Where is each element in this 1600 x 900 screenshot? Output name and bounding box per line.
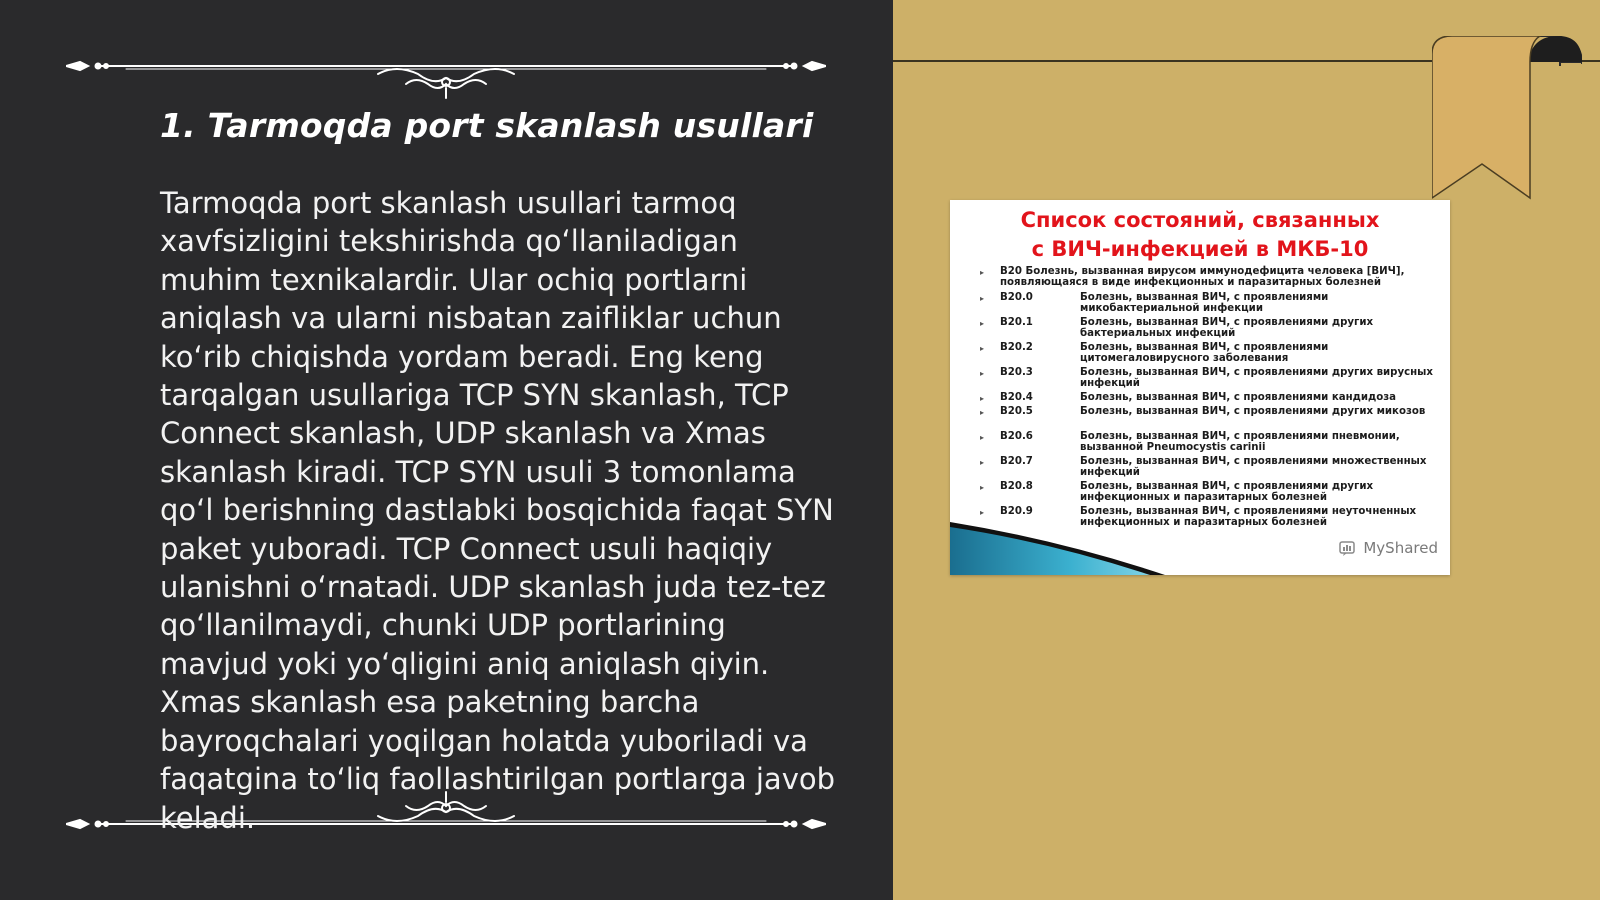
- icd-code: B20.6: [1000, 431, 1033, 442]
- scroll-divider-icon: [66, 40, 826, 100]
- bullet-icon: ▸: [980, 483, 985, 492]
- slide-body-text: Tarmoqda port skanlash usullari tarmoq xavfsizligini tekshirishda qo‘llaniladigan muhim texnikalardir. Ular ochiq portlarni aniqlash va ularni nisbatan zaifliklar uchun ko‘rib chiqishda yordam beradi. Eng keng tarqalgan usullariga TCP SYN skanlash, TCP Connect skanlash, UDP skanlash va Xmas skanlash kiradi. TCP SYN usuli 3 tomonlama qo‘l berishning dastlabki bosqichida faqat SYN paket yuboradi. TCP Connect usuli haqiqiy ulanishni o‘rnatadi. UDP skanlash juda tez-tez qo‘llanilmaydi, chunki UDP portlarining mavjud yoki yo‘qligini aniq aniqlash qiyin. Xmas skanlash esa paketning barcha bayroqchalari yoqilgan holatda yuboriladi va faqatgina to‘liq faollashtirilgan portlarga javob keladi.: [160, 186, 836, 835]
- bullet-icon: ▸: [980, 394, 985, 403]
- image-title: [950, 206, 1450, 264]
- bullet-icon: ▸: [980, 268, 985, 277]
- bullet-icon: ▸: [980, 433, 985, 442]
- list-item: [980, 292, 1440, 317]
- icd-code: B20.0: [1000, 292, 1033, 303]
- icd-description: Болезнь, вызванная ВИЧ, с проявлениями других микозов: [1080, 406, 1426, 417]
- list-item-header: [980, 266, 1440, 288]
- bullet-icon: ▸: [980, 344, 985, 353]
- list-item: [980, 456, 1440, 481]
- icd-code-list: [980, 266, 1440, 531]
- list-item: [980, 317, 1440, 342]
- icd-description: Болезнь, вызванная ВИЧ, с проявлениями микобактериальной инфекции: [1080, 292, 1329, 314]
- list-item: [980, 342, 1440, 367]
- list-item: [980, 392, 1440, 406]
- icd-code: B20.5: [1000, 406, 1033, 417]
- watermark-text: MyShared: [1363, 539, 1438, 557]
- list-item: [980, 431, 1440, 456]
- list-item: [980, 367, 1440, 392]
- list-item-text: B20 Болезнь, вызванная вирусом иммунодефицита человека [ВИЧ], появляющаяся в виде инфекционных и паразитарных болезней: [1000, 266, 1405, 288]
- icd-description: Болезнь, вызванная ВИЧ, с проявлениями множественных инфекций: [1080, 456, 1427, 478]
- icd-description: Болезнь, вызванная ВИЧ, с проявлениями других инфекционных и паразитарных болезней: [1080, 481, 1374, 503]
- icd-code: B20.8: [1000, 481, 1033, 492]
- bullet-icon: ▸: [980, 369, 985, 378]
- image-title-line-1: Список состояний, связанных: [1020, 208, 1380, 232]
- icd-code: B20.9: [1000, 506, 1033, 517]
- icd-description: Болезнь, вызванная ВИЧ, с проявлениями неуточненных инфекционных и паразитарных болезней: [1080, 506, 1417, 528]
- myshared-watermark: [1339, 539, 1438, 557]
- bullet-icon: ▸: [980, 408, 985, 417]
- icd-description: Болезнь, вызванная ВИЧ, с проявлениями других вирусных инфекций: [1080, 367, 1433, 389]
- icd-code: B20.3: [1000, 367, 1033, 378]
- icd-code: B20.2: [1000, 342, 1033, 353]
- bullet-icon: ▸: [980, 508, 985, 517]
- bullet-icon: ▸: [980, 294, 985, 303]
- bullet-icon: ▸: [980, 458, 985, 467]
- blue-swoosh-decoration: [950, 500, 1450, 575]
- icd-description: Болезнь, вызванная ВИЧ, с проявлениями других бактериальных инфекций: [1080, 317, 1374, 339]
- icd-code: B20.7: [1000, 456, 1033, 467]
- icd-code: B20.1: [1000, 317, 1033, 328]
- icd-description: Болезнь, вызванная ВИЧ, с проявлениями кандидоза: [1080, 392, 1397, 403]
- icd10-hiv-image: [950, 200, 1450, 575]
- bookmark-ribbon-icon: [1432, 36, 1582, 202]
- icd-description: Болезнь, вызванная ВИЧ, с проявлениями цитомегаловирусного заболевания: [1080, 342, 1329, 364]
- icd-description: Болезнь, вызванная ВИЧ, с проявлениями пневмонии, вызванной Pneumocystis carinii: [1080, 431, 1400, 453]
- list-item: [980, 406, 1440, 431]
- myshared-logo-icon: [1339, 539, 1359, 557]
- bullet-icon: ▸: [980, 319, 985, 328]
- icd-code: B20.4: [1000, 392, 1033, 403]
- slide-title: 1. Tarmoqda port skanlash usullari: [160, 106, 814, 145]
- image-title-line-2: с ВИЧ-инфекцией в МКБ-10: [1031, 237, 1369, 261]
